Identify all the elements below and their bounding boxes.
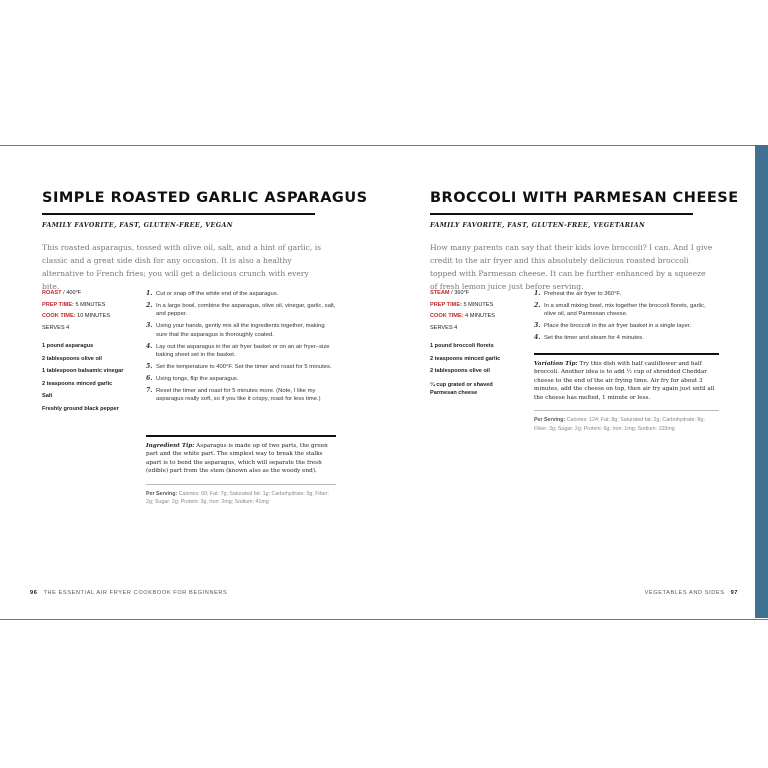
recipe-tags: FAMILY FAVORITE, FAST, GLUTEN-FREE, VEGAN — [42, 222, 233, 229]
step-item — [146, 322, 336, 339]
ingredient-tip — [146, 442, 336, 476]
step-item — [146, 343, 336, 360]
nutrition-text: Calories: 60; Fat: 7g; Saturated fat: 1g; Carbohydrate: 5g; Fiber: 2g; Sugar: 2g; Protein: 3g; Iron: 2mg; Sodium: 41mg — [146, 490, 329, 506]
cook-method — [42, 290, 124, 302]
recipe-tags: FAMILY FAVORITE, FAST, GLUTEN-FREE, VEGETARIAN — [430, 222, 646, 229]
step-item — [146, 290, 336, 298]
nutrition-info — [534, 410, 719, 433]
ingredient: 1 pound asparagus — [42, 343, 94, 349]
step-number: 2. — [534, 301, 541, 309]
ingredient: 1 pound broccoli florets — [430, 343, 494, 349]
step-text: In a small mixing bowl, mix together the broccoli florets, garlic, olive oil, and Parmesan cheese. — [544, 302, 706, 318]
recipe-steps — [534, 290, 719, 346]
step-number: 4. — [146, 342, 153, 350]
prep-time-key: PREP TIME: — [430, 301, 462, 308]
tip-box — [146, 435, 336, 507]
step-item — [146, 375, 336, 383]
recipe-intro: This roasted asparagus, tossed with olive oil, salt, and a hint of garlic, is classic and a great side dish for any occasion. It is also a healthy alternative to French fries; you will get a delicious crunch with every bite. — [42, 243, 322, 291]
cook-time-key: COOK TIME: — [430, 313, 464, 319]
recipe-title: BROCCOLI WITH PARMESAN CHEESE — [430, 190, 739, 206]
ingredient: ¼ cup grated or shaved Parmesan cheese — [430, 381, 493, 396]
cook-time — [42, 313, 124, 325]
ingredient: 2 tablespoons olive oil — [42, 355, 102, 362]
page-number: 96 — [30, 590, 38, 596]
recipe-title: SIMPLE ROASTED GARLIC ASPARAGUS — [42, 190, 368, 206]
cook-method-key: ROAST — [42, 290, 62, 296]
cook-method-value: / 400°F — [61, 290, 82, 296]
nutrition-label: Per Serving: — [534, 417, 566, 424]
servings: SERVES 4 — [42, 324, 70, 331]
ingredient: 2 teaspoons minced garlic — [430, 355, 501, 362]
step-text: Using your hands, gently mix all the ingredients together, making sure that the asparagus is thoroughly coated. — [156, 323, 325, 338]
left-footer — [30, 590, 227, 596]
title-rule — [42, 213, 315, 215]
nutrition-text: Calories: 124; Fat: 8g; Saturated fat: 2g; Carbohydrate: 8g; Fiber: 3g; Sugar: 2g; Protein: 6g; Iron: 1mg; Sodium: 103mg — [534, 417, 705, 432]
recipe-steps — [146, 290, 336, 407]
step-number: 3. — [534, 322, 541, 330]
right-footer — [645, 590, 738, 596]
book-title: THE ESSENTIAL AIR FRYER COOKBOOK FOR BEGINNERS — [43, 590, 228, 596]
prep-time-key: PREP TIME: — [42, 301, 74, 308]
cook-time — [430, 313, 512, 325]
ingredient: 2 teaspoons minced garlic — [42, 380, 113, 387]
title-rule — [430, 213, 693, 215]
step-number: 2. — [146, 301, 153, 309]
section-title: VEGETABLES AND SIDES — [644, 590, 725, 596]
step-number: 1. — [146, 290, 153, 297]
step-item — [534, 290, 719, 298]
prep-time-value: 5 MINUTES — [73, 301, 106, 308]
recipe-intro: How many parents can say that their kids love broccoli? I can. And I give credit to the air fryer and this absolutely delicious roasted broccoli topped with Parmesan cheese. It can be further enhanced by a squeeze of fresh lemon juice just before serving. — [430, 243, 713, 291]
cook-method — [430, 290, 512, 302]
step-number: 3. — [146, 322, 153, 330]
cook-time-value: 4 MINUTES — [463, 313, 495, 319]
step-item — [534, 302, 719, 319]
step-text: Lay out the asparagus in the air fryer basket or on an air fryer–size baking sheet set in the basket. — [156, 343, 330, 358]
page-number: 97 — [730, 590, 738, 596]
tip-text: Try this dish with half cauliflower and half broccoli. Another idea is to add ½ cup of shredded Cheddar cheese to the end of the air frying time. Air fry for about 3 minutes, add the cheese on top, then air fry again just until all the cheese has melted, 1 minute or less. — [534, 361, 715, 401]
tip-label: Ingredient Tip: — [146, 443, 195, 449]
step-item — [146, 363, 336, 371]
tip-box — [534, 353, 719, 433]
prep-time — [42, 302, 124, 314]
cook-method-key: STEAM — [430, 290, 450, 296]
step-text: Reset the timer and roast for 5 minutes more. (Note, I like my asparagus really soft, so if you like it crispy, roast for less time.) — [156, 387, 321, 403]
step-item — [146, 302, 336, 319]
recipe-meta — [42, 290, 124, 418]
step-text: Cut or snap off the white end of the asparagus. — [156, 291, 279, 297]
prep-time — [430, 302, 512, 314]
step-text: Preheat the air fryer to 360°F. — [544, 291, 622, 297]
variation-tip — [534, 360, 719, 402]
ingredient: 2 tablespoons olive oil — [430, 368, 490, 374]
cook-time-key: COOK TIME: — [42, 313, 76, 319]
servings: SERVES 4 — [430, 324, 458, 331]
step-number: 7. — [146, 386, 153, 394]
ingredient: 1 tablespoon balsamic vinegar — [42, 368, 124, 374]
step-item — [146, 387, 336, 404]
step-number: 5. — [146, 362, 153, 370]
ingredient: Salt — [42, 393, 53, 399]
chapter-tab-strip — [755, 145, 768, 618]
step-text: In a large bowl, combine the asparagus, olive oil, vinegar, garlic, salt, and pepper. — [156, 302, 336, 318]
ingredient: Freshly ground black pepper — [42, 405, 119, 412]
prep-time-value: 5 MINUTES — [461, 301, 494, 308]
step-text: Set the temperature to 400°F. Set the timer and roast for 5 minutes. — [156, 363, 332, 370]
step-text: Set the timer and steam for 4 minutes. — [544, 335, 644, 342]
step-text: Place the broccoli in the air fryer basket in a single layer. — [544, 323, 692, 330]
step-item — [534, 322, 719, 330]
step-number: 4. — [534, 334, 541, 342]
step-text: Using tongs, flip the asparagus. — [156, 375, 239, 382]
tip-text: Asparagus is made up of two parts, the green part and the white part. The simplest way to break the stalks apart is to bend the asparagus, which will separate the fresh (edible) part from the stem (known also as the woody end). — [146, 443, 328, 475]
cook-method-value: / 360°F — [449, 290, 470, 296]
left-page — [42, 145, 368, 618]
nutrition-label: Per Serving: — [146, 490, 178, 497]
tip-label: Variation Tip: — [534, 361, 578, 367]
nutrition-info — [146, 484, 336, 507]
step-number: 6. — [146, 374, 153, 382]
recipe-meta — [430, 290, 512, 398]
step-number: 1. — [534, 290, 541, 297]
cook-time-value: 10 MINUTES — [75, 313, 111, 319]
step-item — [534, 334, 719, 342]
